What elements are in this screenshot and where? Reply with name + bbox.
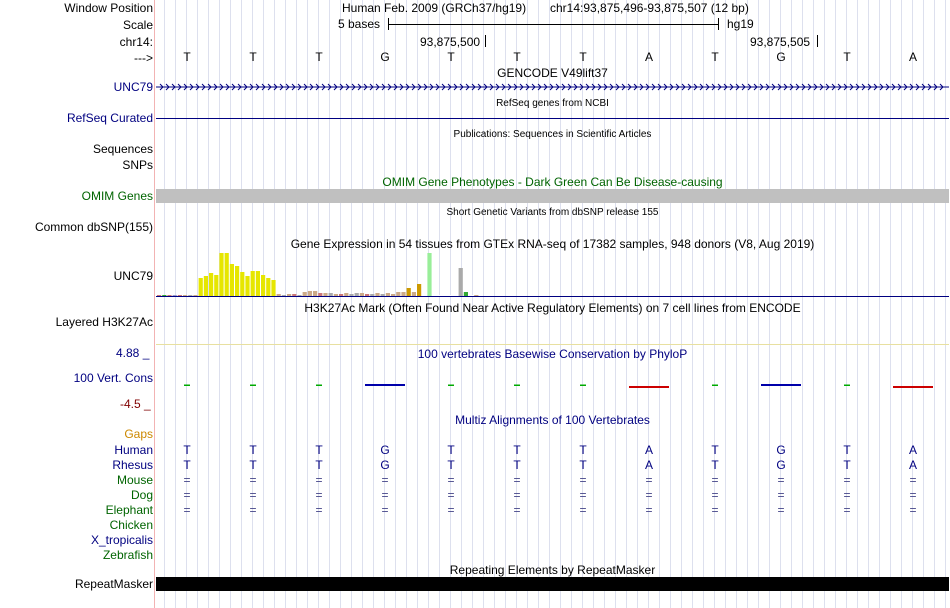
h3k27ac-baseline [156, 344, 949, 345]
gene-arrow [826, 84, 829, 90]
species-base: T [183, 443, 191, 457]
species-label[interactable]: Elephant [105, 503, 153, 517]
species-base: = [711, 503, 719, 517]
species-base: = [645, 473, 653, 487]
gene-arrow [190, 84, 193, 90]
gene-arrow [682, 84, 685, 90]
gtex-tissue-bar [235, 266, 239, 296]
species-base: = [777, 473, 785, 487]
gtex-track-title: Gene Expression in 54 tissues from GTEx RNA-seq of 17382 samples, 948 donors (V8, Aug 2019) [290, 237, 815, 251]
repeat-track-title: Repeating Elements by RepeatMasker [449, 563, 656, 577]
gene-arrow [298, 84, 301, 90]
gene-arrow [598, 84, 601, 90]
gene-arrow [358, 84, 361, 90]
gene-arrow [940, 84, 943, 90]
gene-arrow [352, 84, 355, 90]
gene-arrow [640, 84, 643, 90]
gene-arrow [616, 84, 619, 90]
species-base: = [843, 488, 851, 502]
species-base: = [381, 473, 389, 487]
gene-arrow [268, 84, 271, 90]
species-base: T [843, 458, 851, 472]
scale-db-text: hg19 [727, 17, 754, 31]
species-label[interactable]: Zebrafish [102, 548, 153, 562]
species-base: T [315, 443, 323, 457]
species-base: = [183, 473, 191, 487]
gene-arrow [412, 84, 415, 90]
gene-arrow [286, 84, 289, 90]
gtex-tissue-bar [256, 271, 260, 296]
pubs-sequences-label[interactable]: Sequences [92, 142, 153, 156]
gene-arrow [430, 84, 433, 90]
gene-arrow [232, 84, 235, 90]
gene-arrow [346, 84, 349, 90]
cons-score-mark [844, 385, 850, 387]
gene-arrow [694, 84, 697, 90]
gene-arrow [478, 84, 481, 90]
pubs-track-title: Publications: Sequences in Scientific Articles [453, 129, 652, 140]
reference-base: T [315, 50, 323, 64]
species-base: = [579, 503, 587, 517]
reference-base: G [380, 50, 390, 64]
dbsnp-track-label[interactable]: Common dbSNP(155) [34, 220, 153, 234]
gene-arrow [214, 84, 217, 90]
scale-bases-text: 5 bases [338, 17, 381, 31]
gene-arrow [334, 84, 337, 90]
gtex-tissue-bar [245, 276, 249, 296]
species-base: = [447, 473, 455, 487]
position-text[interactable]: chr14:93,875,496-93,875,507 (12 bp) [550, 1, 749, 15]
species-base: A [908, 443, 917, 457]
gene-arrow [256, 84, 259, 90]
gene-arrow [484, 84, 487, 90]
gene-arrow [754, 84, 757, 90]
species-base: A [644, 443, 653, 457]
gene-arrow [820, 84, 823, 90]
cons-score-mark [184, 385, 190, 387]
gene-arrow [376, 84, 379, 90]
species-base: = [381, 488, 389, 502]
species-base: A [908, 458, 917, 472]
gene-arrow [784, 84, 787, 90]
species-base: T [249, 458, 257, 472]
gene-arrow [652, 84, 655, 90]
gene-arrow [490, 84, 493, 90]
gene-arrow [226, 84, 229, 90]
gene-arrow [610, 84, 613, 90]
gene-arrow [574, 84, 577, 90]
chrom-label: chr14: [119, 35, 153, 49]
cons-score-mark [893, 386, 933, 388]
cons-score-mark [365, 384, 405, 386]
species-base: T [711, 458, 719, 472]
omim-track-label[interactable]: OMIM Genes [81, 189, 153, 203]
coord-label-2: 93,875,505 [750, 35, 811, 49]
gene-arrow [166, 84, 169, 90]
gene-arrow [742, 84, 745, 90]
gene-arrow [814, 84, 817, 90]
reference-base: T [183, 50, 191, 64]
reference-base: T [711, 50, 719, 64]
gene-arrow [808, 84, 811, 90]
gene-arrow [676, 84, 679, 90]
gene-arrow [622, 84, 625, 90]
species-base: = [249, 503, 257, 517]
gene-arrow [718, 84, 721, 90]
species-base: T [513, 458, 521, 472]
species-base: T [447, 458, 455, 472]
gene-arrow [904, 84, 907, 90]
gene-arrow [532, 84, 535, 90]
reference-base: T [579, 50, 587, 64]
multiz-track-title: Multiz Alignments of 100 Vertebrates [455, 413, 650, 427]
gene-direction-arrows [160, 84, 943, 90]
cons-track-label[interactable]: 100 Vert. Cons [73, 371, 153, 385]
species-base: = [183, 488, 191, 502]
gencode-track-title: GENCODE V49lift37 [497, 66, 608, 80]
species-base: = [909, 503, 917, 517]
gene-arrow [586, 84, 589, 90]
species-base: = [513, 488, 521, 502]
species-base: G [380, 458, 390, 472]
refseq-track-label[interactable]: RefSeq Curated [66, 111, 153, 125]
gene-arrow [160, 84, 163, 90]
gencode-track-label[interactable]: UNC79 [113, 80, 153, 94]
gene-arrow [400, 84, 403, 90]
gene-arrow [454, 84, 457, 90]
species-base: T [579, 443, 587, 457]
gene-arrow [292, 84, 295, 90]
species-base: T [843, 443, 851, 457]
assembly-text: Human Feb. 2009 (GRCh37/hg19) [342, 1, 527, 15]
gene-arrow [442, 84, 445, 90]
gene-arrow [364, 84, 367, 90]
species-base: = [777, 488, 785, 502]
window-position-label: Window Position [64, 1, 153, 15]
gene-arrow [520, 84, 523, 90]
scale-label: Scale [122, 18, 153, 32]
gene-arrow [628, 84, 631, 90]
species-base: T [579, 458, 587, 472]
species-base: = [447, 503, 455, 517]
repeat-track-label[interactable]: RepeatMasker [74, 577, 153, 591]
cons-score-mark [250, 385, 256, 387]
species-base: G [776, 458, 786, 472]
cons-score-mark [712, 385, 718, 387]
gene-arrow [556, 84, 559, 90]
coord-tick-2 [817, 35, 818, 47]
h3k27ac-track-label[interactable]: Layered H3K27Ac [55, 315, 153, 329]
cons-min-label: -4.5 _ [120, 397, 151, 411]
gene-arrow [424, 84, 427, 90]
species-base: = [381, 503, 389, 517]
gene-arrow [220, 84, 223, 90]
scale-bar [388, 24, 719, 25]
species-base: = [315, 488, 323, 502]
gtex-tissue-bar [266, 278, 270, 296]
species-base: T [513, 443, 521, 457]
coord-label-1: 93,875,500 [420, 35, 481, 49]
gene-arrow [562, 84, 565, 90]
gene-arrow [916, 84, 919, 90]
dbsnp-track-title: Short Genetic Variants from dbSNP release 155 [446, 207, 659, 218]
gene-arrow [508, 84, 511, 90]
species-label[interactable]: Human [114, 443, 153, 457]
gtex-baseline [156, 296, 949, 297]
species-base: = [843, 473, 851, 487]
species-base: = [777, 503, 785, 517]
gtex-tissue-bar [209, 273, 213, 296]
repeat-feature-bar[interactable] [156, 577, 949, 591]
gene-arrow [466, 84, 469, 90]
species-base: = [711, 488, 719, 502]
cons-score-mark [761, 384, 801, 386]
gene-arrow [178, 84, 181, 90]
gene-arrow [760, 84, 763, 90]
gene-arrow [310, 84, 313, 90]
species-base: G [776, 443, 786, 457]
gene-arrow [850, 84, 853, 90]
gene-arrow [496, 84, 499, 90]
reference-base: T [513, 50, 521, 64]
reference-base: T [447, 50, 455, 64]
gtex-tissue-bar [214, 275, 218, 296]
species-base: = [843, 503, 851, 517]
gene-arrow [838, 84, 841, 90]
gene-arrow [748, 84, 751, 90]
gene-arrow [244, 84, 247, 90]
gene-arrow [388, 84, 391, 90]
species-base: = [447, 488, 455, 502]
species-base: = [711, 473, 719, 487]
gene-arrow [928, 84, 931, 90]
gene-arrow [664, 84, 667, 90]
coord-tick-1 [485, 35, 486, 47]
species-base: T [183, 458, 191, 472]
h3k27ac-track-title: H3K27Ac Mark (Often Found Near Active Regulatory Elements) on 7 cell lines from ENCODE [304, 301, 801, 315]
gtex-tissue-bar [407, 288, 411, 296]
species-base: = [645, 488, 653, 502]
species-base: = [315, 473, 323, 487]
gtex-track-label[interactable]: UNC79 [113, 269, 153, 283]
species-base: = [909, 473, 917, 487]
species-label[interactable]: Rhesus [112, 458, 153, 472]
species-label[interactable]: Mouse [116, 473, 153, 487]
species-base: = [249, 473, 257, 487]
refseq-gene-line[interactable] [156, 118, 949, 119]
reference-base: A [644, 50, 653, 64]
gene-arrow [886, 84, 889, 90]
gene-arrow [730, 84, 733, 90]
gene-arrow [544, 84, 547, 90]
cons-score-mark [448, 385, 454, 387]
gene-arrow [418, 84, 421, 90]
gtex-tissue-bar [199, 278, 203, 296]
gtex-tissue-bar [225, 253, 229, 296]
species-base: = [513, 503, 521, 517]
species-base: = [315, 503, 323, 517]
species-base: T [249, 443, 257, 457]
species-label[interactable]: X_tropicalis [90, 533, 153, 547]
species-base: = [513, 473, 521, 487]
cons-score-mark [316, 385, 322, 387]
gene-arrow [322, 84, 325, 90]
pubs-snps-label[interactable]: SNPs [122, 158, 153, 172]
cons-score-mark [580, 385, 586, 387]
gene-arrow [862, 84, 865, 90]
species-base: A [644, 458, 653, 472]
reference-base: A [908, 50, 917, 64]
species-base: = [579, 488, 587, 502]
species-base: = [909, 488, 917, 502]
species-base: = [645, 503, 653, 517]
gene-arrow [874, 84, 877, 90]
gene-arrow [796, 84, 799, 90]
refseq-track-title: RefSeq genes from NCBI [496, 98, 609, 109]
species-base: T [315, 458, 323, 472]
gtex-tissue-bar [219, 253, 223, 296]
cons-score-mark [629, 386, 669, 388]
reference-base: T [249, 50, 257, 64]
cons-max-label: 4.88 _ [116, 346, 150, 360]
gene-arrow [280, 84, 283, 90]
cons-score-mark [514, 385, 520, 387]
species-base: = [183, 503, 191, 517]
omim-feature-bar[interactable] [156, 189, 949, 203]
species-base: = [579, 473, 587, 487]
reference-base: G [776, 50, 786, 64]
gene-arrow [880, 84, 883, 90]
species-base: = [249, 488, 257, 502]
reference-base: T [843, 50, 851, 64]
gene-arrow [550, 84, 553, 90]
species-base: T [711, 443, 719, 457]
gaps-label[interactable]: Gaps [124, 427, 153, 441]
species-label[interactable]: Dog [130, 488, 153, 502]
gene-arrow [706, 84, 709, 90]
gene-arrow [688, 84, 691, 90]
gene-arrow [772, 84, 775, 90]
omim-track-title: OMIM Gene Phenotypes - Dark Green Can Be Disease-causing [382, 175, 723, 189]
species-label[interactable]: Chicken [109, 518, 153, 532]
gene-arrow [892, 84, 895, 90]
cons-track-title: 100 vertebrates Basewise Conservation by PhyloP [417, 347, 688, 361]
species-base: G [380, 443, 390, 457]
species-base: T [447, 443, 455, 457]
strand-label: ---> [134, 51, 153, 65]
gene-arrow [202, 84, 205, 90]
